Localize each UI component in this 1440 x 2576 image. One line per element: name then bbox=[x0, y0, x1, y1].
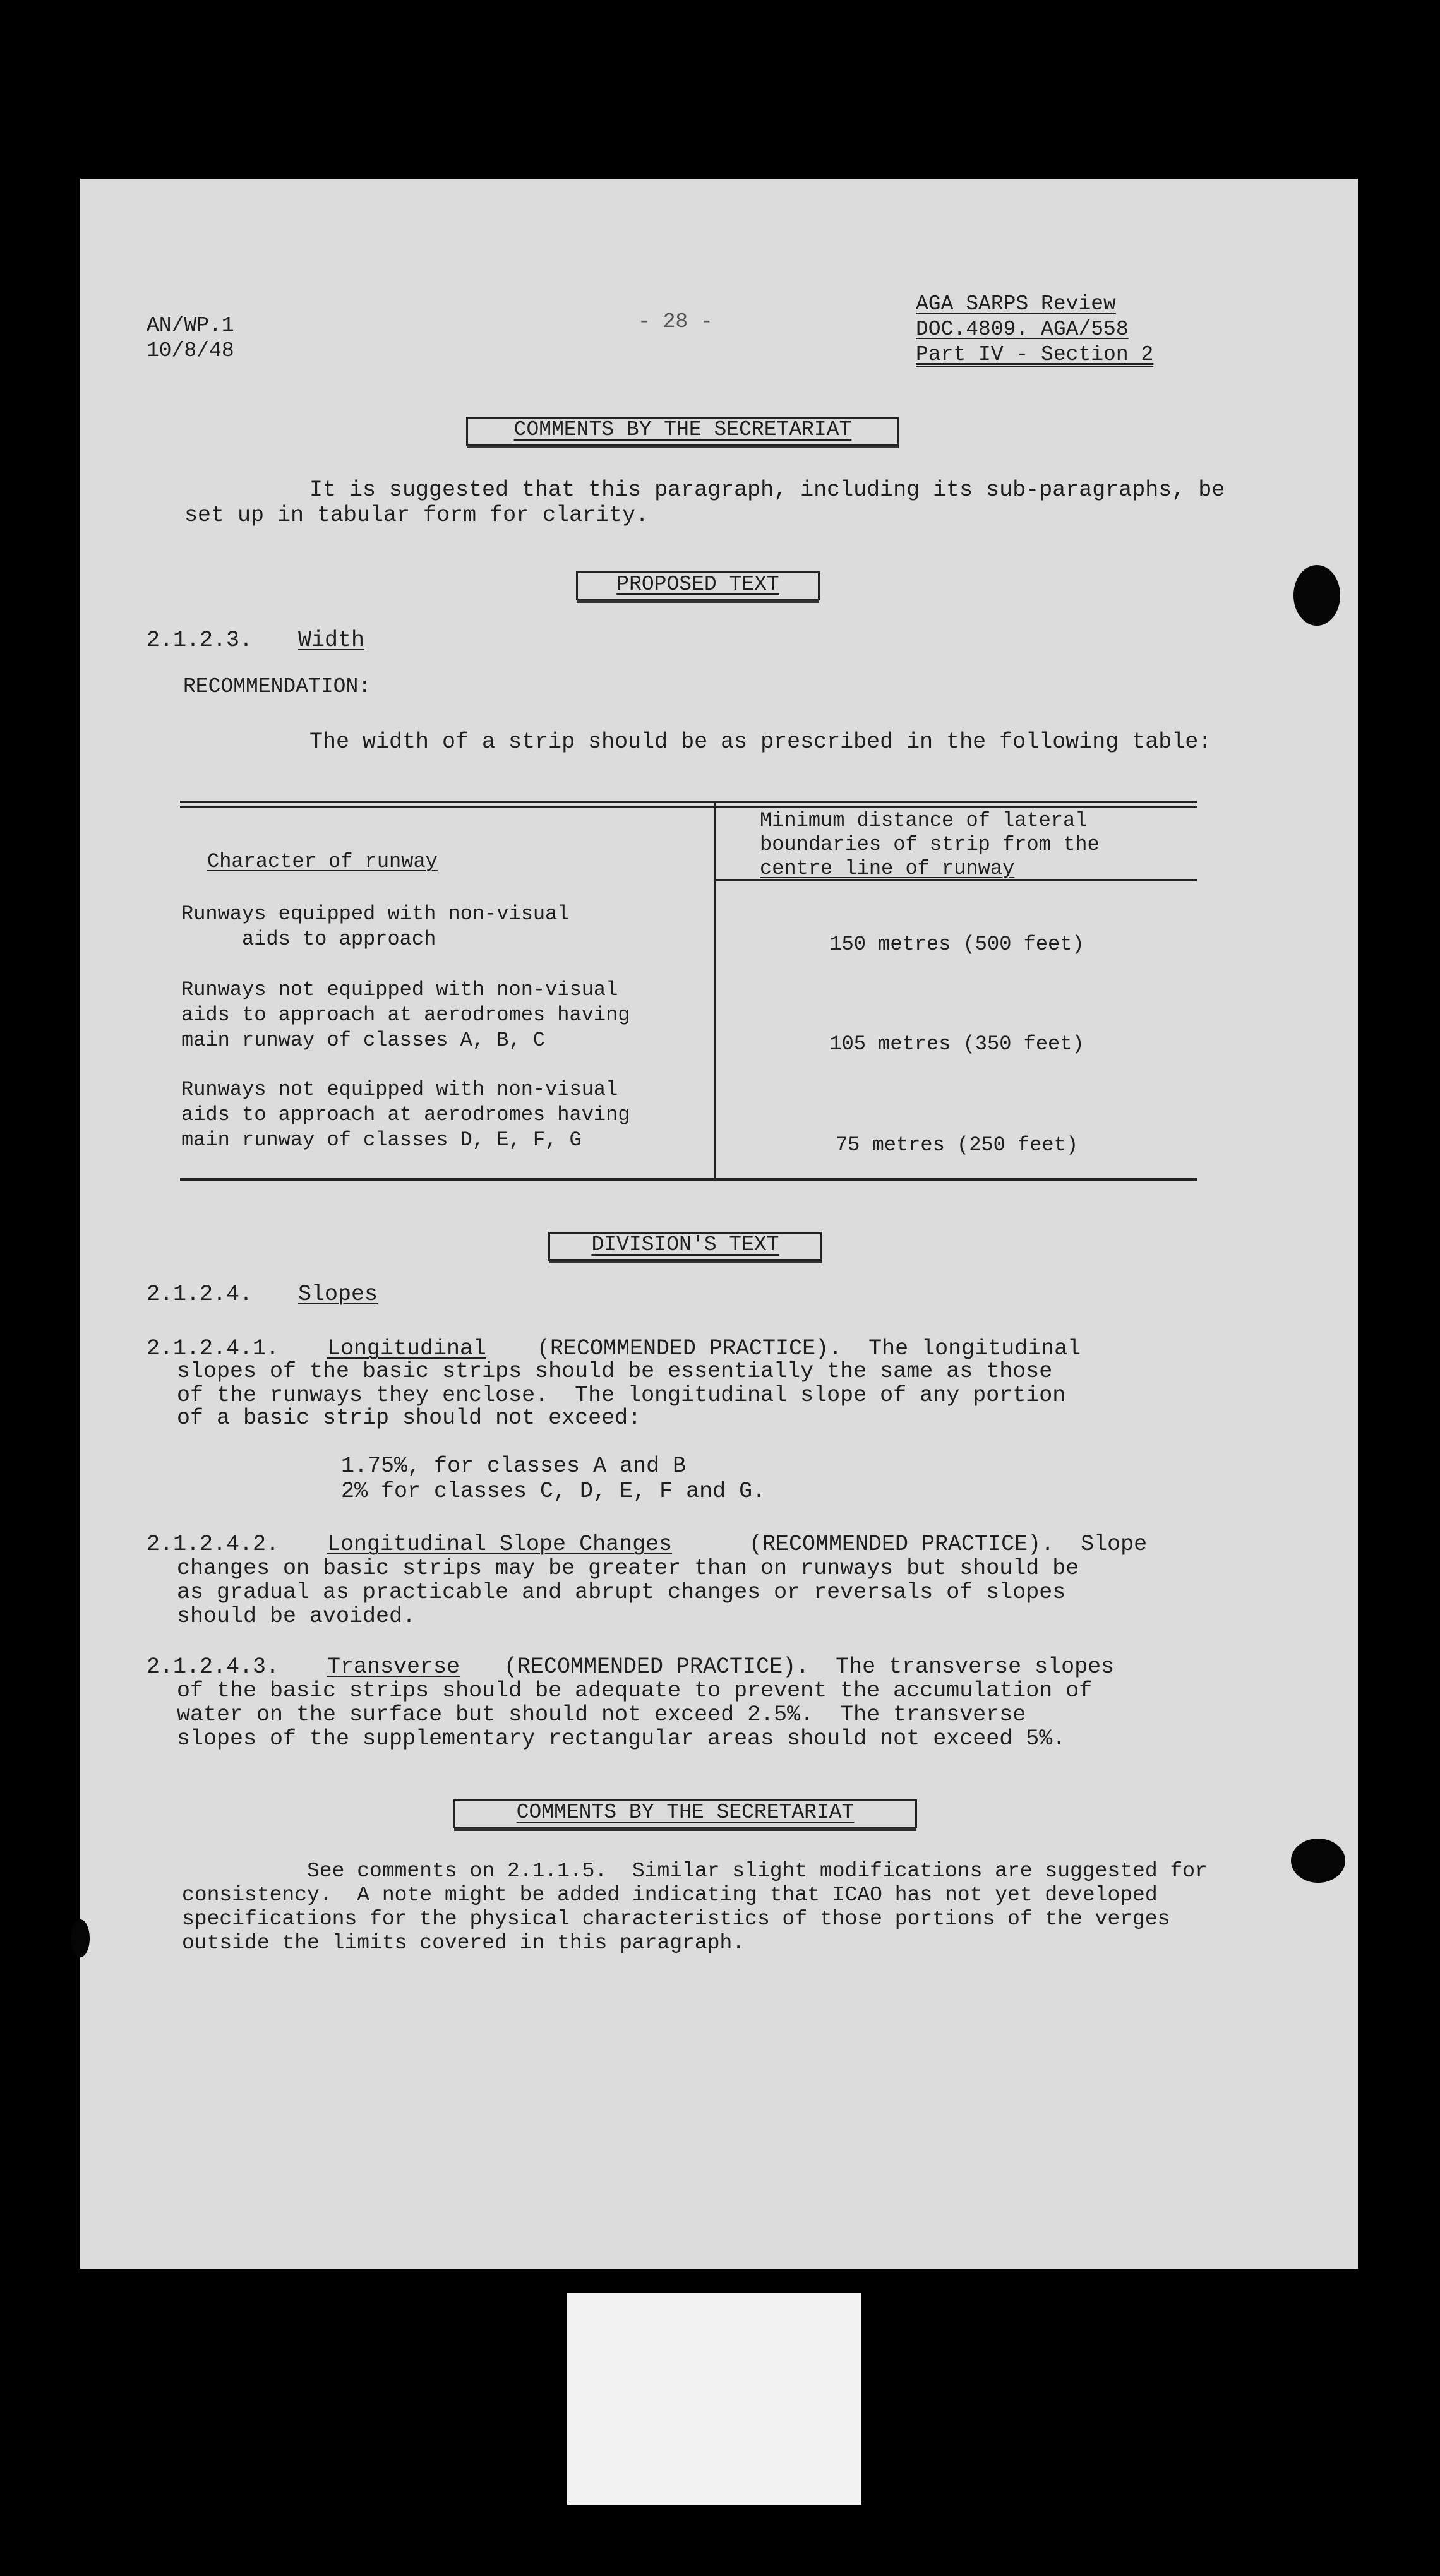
p2-lead: (RECOMMENDED PRACTICE). Slope bbox=[749, 1532, 1148, 1557]
row-distance: 75 metres (250 feet) bbox=[835, 1133, 1079, 1157]
p3-number: 2.1.2.4.3. bbox=[147, 1654, 280, 1679]
division-heading-text: DIVISION'S TEXT bbox=[591, 1233, 779, 1256]
row-character-line: aids to approach at aerodromes having bbox=[181, 1003, 630, 1027]
punch-hole-bottom bbox=[1291, 1839, 1345, 1883]
table-top-rule bbox=[180, 801, 1197, 803]
comments-heading-1 bbox=[466, 417, 899, 446]
p1-lead: (RECOMMENDED PRACTICE). The longitudinal bbox=[537, 1336, 1081, 1361]
row-character-line: main runway of classes D, E, F, G bbox=[181, 1128, 582, 1152]
comments-2-line3: specifications for the physical characteristics of those portions of the verges bbox=[182, 1907, 1170, 1931]
row-distance: 150 metres (500 feet) bbox=[829, 933, 1084, 956]
comments-1-line2: set up in tabular form for clarity. bbox=[184, 503, 649, 528]
p3-line3: water on the surface but should not exceed 2.5%. The transverse bbox=[177, 1702, 1026, 1727]
table-intro: The width of a strip should be as prescribed in the following table: bbox=[309, 729, 1212, 754]
page-number: - 28 - bbox=[638, 310, 713, 333]
proposed-heading bbox=[576, 571, 820, 600]
col-header-distance-1: Minimum distance of lateral bbox=[760, 809, 1088, 832]
p1-item2: 2% for classes C, D, E, F and G. bbox=[341, 1479, 766, 1504]
comments-heading-1-text: COMMENTS BY THE SECRETARIAT bbox=[513, 418, 852, 441]
division-heading bbox=[548, 1232, 822, 1261]
row-distance: 105 metres (350 feet) bbox=[829, 1032, 1084, 1056]
row-character-line: main runway of classes A, B, C bbox=[181, 1029, 546, 1052]
recommendation-label: RECOMMENDATION: bbox=[183, 675, 371, 698]
p3-lead: (RECOMMENDED PRACTICE). The transverse slopes bbox=[504, 1654, 1115, 1679]
p2-line2: changes on basic strips may be greater than on runways but should be bbox=[177, 1556, 1079, 1581]
comments-heading-2 bbox=[453, 1799, 917, 1828]
punch-hole-top bbox=[1293, 565, 1340, 626]
p2-title: Longitudinal Slope Changes bbox=[327, 1532, 673, 1557]
section-number-width: 2.1.2.3. bbox=[147, 628, 253, 653]
doc-reference: DOC.4809. AGA/558 bbox=[916, 318, 1129, 341]
comments-2-line2: consistency. A note might be added indicating that ICAO has not yet developed bbox=[182, 1883, 1158, 1907]
comments-1-line1: It is suggested that this paragraph, including its sub-paragraphs, be bbox=[309, 477, 1225, 503]
p1-line3: of the runways they enclose. The longitudinal slope of any portion bbox=[177, 1383, 1066, 1408]
p1-title: Longitudinal bbox=[327, 1336, 487, 1361]
comments-2-line1: See comments on 2.1.1.5. Similar slight modifications are suggested for bbox=[307, 1859, 1208, 1883]
col-header-distance-3: centre line of runway bbox=[760, 857, 1015, 880]
p2-line4: should be avoided. bbox=[177, 1604, 416, 1629]
slopes-number: 2.1.2.4. bbox=[147, 1282, 253, 1307]
p1-item1: 1.75%, for classes A and B bbox=[341, 1453, 687, 1479]
comments-heading-2-text: COMMENTS BY THE SECRETARIAT bbox=[516, 1801, 855, 1824]
table-column-divider bbox=[714, 803, 716, 1179]
p3-line4: slopes of the supplementary rectangular areas should not exceed 5%. bbox=[177, 1726, 1066, 1751]
comments-2-line4: outside the limits covered in this paragraph. bbox=[182, 1931, 745, 1955]
p1-line2: slopes of the basic strips should be essentially the same as those bbox=[177, 1359, 1053, 1384]
slopes-title: Slopes bbox=[298, 1282, 378, 1307]
ref-code: AN/WP.1 bbox=[147, 314, 234, 337]
row-character-line: Runways equipped with non-visual bbox=[181, 902, 570, 926]
document-date: 10/8/48 bbox=[147, 339, 234, 362]
col-header-character: Character of runway bbox=[207, 850, 438, 873]
table-bottom-rule bbox=[180, 1178, 1197, 1181]
col-header-distance-2: boundaries of strip from the bbox=[760, 833, 1100, 856]
p3-title: Transverse bbox=[327, 1654, 460, 1679]
part-section: Part IV - Section 2 bbox=[916, 343, 1154, 366]
table-top-rule-2 bbox=[180, 806, 1197, 808]
p2-number: 2.1.2.4.2. bbox=[147, 1532, 280, 1557]
row-character-line: Runways not equipped with non-visual bbox=[181, 978, 618, 1001]
p1-number: 2.1.2.4.1. bbox=[147, 1336, 280, 1361]
row-character-line: Runways not equipped with non-visual bbox=[181, 1078, 618, 1101]
row-character-line: aids to approach bbox=[181, 927, 436, 951]
section-title-width: Width bbox=[298, 628, 365, 653]
punch-hole-left bbox=[71, 1919, 90, 1957]
row-character-line: aids to approach at aerodromes having bbox=[181, 1103, 630, 1126]
proposed-heading-text: PROPOSED TEXT bbox=[616, 573, 779, 596]
p2-line3: as gradual as practicable and abrupt changes or reversals of slopes bbox=[177, 1580, 1066, 1605]
p3-line2: of the basic strips should be adequate to prevent the accumulation of bbox=[177, 1678, 1093, 1703]
blank-card bbox=[567, 2293, 861, 2505]
p1-line4: of a basic strip should not exceed: bbox=[177, 1405, 642, 1431]
review-title: AGA SARPS Review bbox=[916, 292, 1116, 316]
